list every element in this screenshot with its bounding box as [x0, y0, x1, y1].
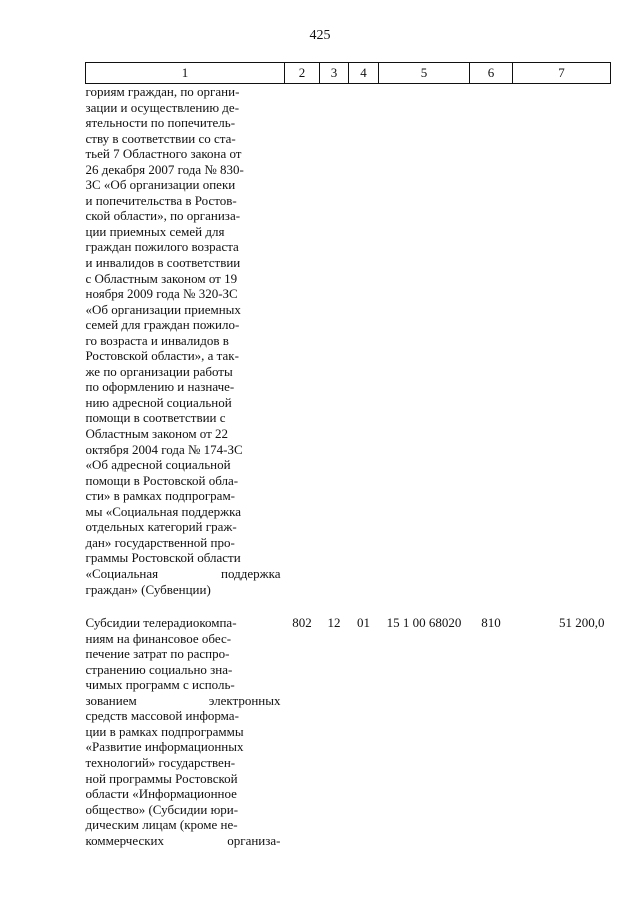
description-line: по оформлению и назначе-: [85, 379, 235, 395]
header-col-7: 7: [513, 63, 611, 84]
description-line: ции в рамках подпрограммы: [85, 723, 244, 739]
row-target-article: [379, 84, 470, 598]
header-col-1: 1: [86, 63, 285, 84]
description-line: помощи в Ростовской обла-: [85, 472, 239, 488]
description-line: средств массовой информа-: [85, 708, 239, 724]
description-line: ной программы Ростовской: [85, 770, 238, 786]
description-line: печение затрат по распро-: [85, 646, 230, 662]
description-line: мы «Социальная поддержка: [85, 503, 242, 519]
description-line: Областным законом от 22: [85, 426, 229, 442]
description-line: зованием электронных: [85, 692, 281, 708]
header-col-3: 3: [320, 63, 349, 84]
description-line: гориям граждан, по органи-: [85, 84, 240, 99]
row-subsection-code: 01: [357, 615, 370, 631]
description-line: ции приемных семей для: [85, 223, 225, 239]
description-line: го возраста и инвалидов в: [85, 332, 229, 348]
description-line: и инвалидов в соответствии: [85, 255, 241, 271]
description-line: же по организации работы: [85, 363, 233, 379]
description-line: зации и осуществлению де-: [85, 99, 240, 115]
description-line: «Развитие информационных: [85, 739, 244, 755]
header-col-2: 2: [285, 63, 320, 84]
table-row: [86, 84, 611, 598]
description-line: ятельности по попечитель-: [85, 115, 236, 131]
description-line: сти» в рамках подпрограм-: [85, 488, 235, 504]
description-line: странению социально зна-: [85, 661, 233, 677]
description-line: тьей 7 Областного закона от: [85, 146, 242, 162]
row-target-article: 15 1 00 68020: [386, 615, 462, 631]
description-line: «Социальная поддержка: [85, 565, 281, 581]
description-line: общество» (Субсидии юри-: [85, 801, 239, 817]
description-line: отдельных категорий граж-: [85, 519, 237, 535]
description-line: Субсидии телерадиокомпа-: [85, 615, 237, 631]
row-amount: [513, 84, 611, 598]
description-line: Ростовской области», а так-: [85, 348, 239, 364]
row-expense-type: 810: [481, 615, 501, 631]
table-header-row: [86, 63, 611, 84]
header-col-5: 5: [379, 63, 470, 84]
description-line: технологий» государствен-: [85, 754, 236, 770]
description-line: с Областным законом от 19: [85, 270, 238, 286]
row-subsection-code: [349, 84, 379, 598]
description-line: семей для граждан пожило-: [85, 317, 240, 333]
description-line: «Об адресной социальной: [85, 457, 231, 473]
row-description: [86, 597, 285, 848]
description-line: помощи в соответствии с: [85, 410, 226, 426]
description-line: ноября 2009 года № 320-ЗС: [85, 286, 238, 302]
header-col-6: 6: [470, 63, 513, 84]
description-line: граммы Ростовской области: [85, 550, 241, 566]
description-line: ской области», по организа-: [85, 208, 241, 224]
description-line: области «Информационное: [85, 786, 237, 802]
description-line: ниям на финансовое обес-: [85, 630, 232, 646]
row-ministry-code: [285, 84, 320, 598]
description-line: дическим лицам (кроме не-: [85, 817, 238, 833]
budget-table: [85, 62, 611, 848]
description-line: 26 декабря 2007 года № 830-: [85, 161, 244, 177]
table-row: [86, 597, 611, 848]
row-section-code: [320, 84, 349, 598]
description-line: ЗС «Об организации опеки: [85, 177, 236, 193]
description-line: коммерческих организа-: [85, 832, 281, 848]
row-expense-type: [470, 84, 513, 598]
description-line: граждан» (Субвенции): [85, 581, 211, 597]
description-line: чимых программ с исполь-: [85, 677, 235, 693]
description-line: октября 2004 года № 174-ЗС: [85, 441, 243, 457]
description-line: граждан пожилого возраста: [85, 239, 239, 255]
row-section-code: 12: [327, 615, 341, 631]
description-line: ству в соответствии со ста-: [85, 130, 236, 146]
row-amount: 51 200,0: [559, 615, 605, 631]
description-line: и попечительства в Ростов-: [85, 192, 237, 208]
description-line: нию адресной социальной: [85, 394, 232, 410]
row-description: [86, 84, 285, 598]
description-line: дан» государственной про-: [85, 534, 235, 550]
header-col-4: 4: [349, 63, 379, 84]
description-line: «Об организации приемных: [85, 301, 241, 317]
row-ministry-code: 802: [292, 615, 312, 631]
page-number: 425: [309, 28, 331, 43]
